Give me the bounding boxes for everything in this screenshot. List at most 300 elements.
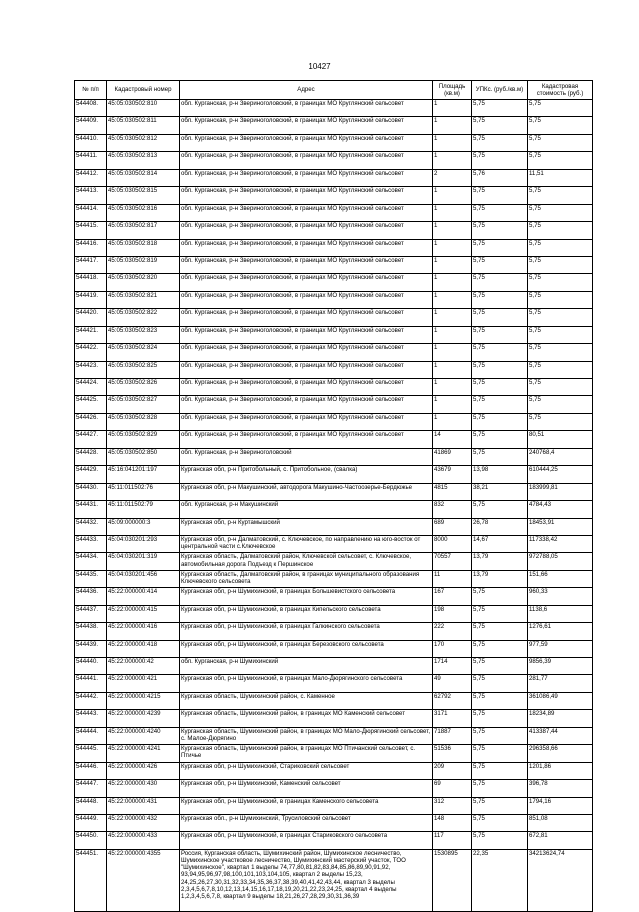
cell-cadastral: 45:05:030502:824 <box>107 344 180 361</box>
cell-upks: 26,78 <box>472 518 528 535</box>
cell-address: обл. Курганская, р-н Звериноголовский, в границах МО Круглянский сельсовет <box>180 291 433 308</box>
cell-cost: 11,51 <box>528 169 593 186</box>
cell-area: 1 <box>433 344 472 361</box>
cell-num: 544431. <box>75 501 107 518</box>
cell-cost: 5,75 <box>528 256 593 273</box>
cell-address: обл. Курганская, р-н Звериноголовский, в границах МО Круглянский сельсовет <box>180 100 433 117</box>
cell-num: 544450. <box>75 832 107 849</box>
cell-cadastral: 45:05:030502:820 <box>107 274 180 291</box>
cell-upks: 5,75 <box>472 605 528 622</box>
cell-area: 170 <box>433 640 472 657</box>
cell-address: Курганская обл, р-н Притобольный, с. Притобольное, (свалка) <box>180 466 433 483</box>
table-row <box>75 588 593 605</box>
table-row <box>75 535 593 552</box>
header-num: № п/п <box>75 81 107 100</box>
cell-num: 544423. <box>75 361 107 378</box>
cell-cost: 117338,42 <box>528 535 593 552</box>
cell-upks: 5,75 <box>472 692 528 709</box>
cell-cadastral: 45:22:000000:416 <box>107 623 180 640</box>
cell-area: 1 <box>433 326 472 343</box>
cell-upks: 5,75 <box>472 396 528 413</box>
table-row <box>75 692 593 709</box>
cell-num: 544436. <box>75 588 107 605</box>
cell-cost: 5,75 <box>528 309 593 326</box>
cell-cadastral: 45:11:011502:79 <box>107 501 180 518</box>
cell-upks: 5,75 <box>472 344 528 361</box>
cell-area: 3171 <box>433 710 472 727</box>
cell-address: обл. Курганская, р-н Звериноголовский, в границах МО Круглянский сельсовет <box>180 396 433 413</box>
header-area: Площадь (кв.м) <box>433 81 472 100</box>
cell-address: Россия, Курганская область, Шумихинский район, Шумихинское лесничество, Шумихинское участковое лесничество, Шумихинский мастерский участок, ТОО "Шумихинское", квартал 1 выделы 74,77,80,81,82,83,84,85,86,89,90,91,92, 93,94,95,96,97,98,100,101,103,104,105, квартал 2 выделы 15,23, 24,25,26,27,30,31,32,33,34,35,36,37,38,39,40,41,42,43,44, квартал 3 выделы 2,3,4,5,6,7,8,10,12,13,14,15,16,17,18,19,20,21,22,23,24,25, квартал 4 выделы 1,2,3,4,5,6,7,8, квартал 9 выделы 18,21,26,27,28,29,30,31,36,39 <box>180 849 433 911</box>
cell-address: обл. Курганская, р-н Шумихинский <box>180 658 433 675</box>
cell-area: 312 <box>433 797 472 814</box>
cell-address: обл. Курганская, р-н Звериноголовский, в границах МО Круглянский сельсовет <box>180 134 433 151</box>
cell-address: обл. Курганская, р-н Звериноголовский, в границах МО Круглянский сельсовет <box>180 256 433 273</box>
cell-cost: 672,81 <box>528 832 593 849</box>
cell-upks: 5,75 <box>472 117 528 134</box>
cell-num: 544429. <box>75 466 107 483</box>
cell-num: 544424. <box>75 379 107 396</box>
cell-num: 544420. <box>75 309 107 326</box>
table-row <box>75 501 593 518</box>
cell-cost: 5,75 <box>528 204 593 221</box>
cell-cadastral: 45:05:030502:817 <box>107 222 180 239</box>
cell-address: Курганская обл, р-н Далматовский, с. Ключевское, по направлению на юго-восток от центральной части с.Ключевское <box>180 535 433 552</box>
cell-cost: 972788,05 <box>528 553 593 570</box>
cell-num: 544449. <box>75 814 107 831</box>
cell-address: Курганская обл., р-н Шумихинский, Трусиловский сельсовет <box>180 814 433 831</box>
cell-num: 544416. <box>75 239 107 256</box>
cell-cost: 296358,66 <box>528 745 593 762</box>
cell-num: 544412. <box>75 169 107 186</box>
table-row <box>75 222 593 239</box>
cell-cost: 5,75 <box>528 239 593 256</box>
cell-upks: 5,75 <box>472 309 528 326</box>
cell-cost: 18453,91 <box>528 518 593 535</box>
cell-area: 689 <box>433 518 472 535</box>
cell-upks: 5,75 <box>472 710 528 727</box>
cell-cost: 960,33 <box>528 588 593 605</box>
cell-address: Курганская обл, р-н Шумихинский, в границах Галкинского сельсовета <box>180 623 433 640</box>
cell-num: 544444. <box>75 727 107 744</box>
cell-cost: 5,75 <box>528 134 593 151</box>
table-row <box>75 675 593 692</box>
cell-upks: 5,75 <box>472 379 528 396</box>
table-row <box>75 431 593 448</box>
cell-upks: 5,75 <box>472 623 528 640</box>
cell-area: 1 <box>433 413 472 430</box>
cell-upks: 5,75 <box>472 222 528 239</box>
cell-num: 544409. <box>75 117 107 134</box>
cell-num: 544426. <box>75 413 107 430</box>
cell-area: 8000 <box>433 535 472 552</box>
cell-area: 1 <box>433 239 472 256</box>
cell-area: 1 <box>433 134 472 151</box>
table-row <box>75 256 593 273</box>
cell-num: 544433. <box>75 535 107 552</box>
table-row <box>75 309 593 326</box>
cell-cadastral: 45:22:000000:430 <box>107 780 180 797</box>
cell-upks: 5,75 <box>472 361 528 378</box>
table-row <box>75 553 593 570</box>
table-row <box>75 518 593 535</box>
table-row <box>75 570 593 587</box>
table-row <box>75 239 593 256</box>
table-row <box>75 797 593 814</box>
table-row <box>75 483 593 500</box>
table-header <box>75 81 593 100</box>
cell-area: 148 <box>433 814 472 831</box>
cell-cost: 151,66 <box>528 570 593 587</box>
cell-cadastral: 45:04:030201:293 <box>107 535 180 552</box>
cell-address: обл. Курганская, р-н Звериноголовский, в границах МО Круглянский сельсовет <box>180 309 433 326</box>
table-row <box>75 448 593 465</box>
cell-address: Курганская область, Шумихинский район, в границах МО Мало-Дюрягинский сельсовет, с. Малое-Дюрягино <box>180 727 433 744</box>
cell-upks: 5,75 <box>472 187 528 204</box>
cell-area: 70557 <box>433 553 472 570</box>
cell-area: 71887 <box>433 727 472 744</box>
cell-upks: 5,75 <box>472 814 528 831</box>
cell-num: 544437. <box>75 605 107 622</box>
cell-cost: 281,77 <box>528 675 593 692</box>
cell-address: Курганская область, Шумихинский район, в границах МО Птичанский сельсовет, с. Птичье <box>180 745 433 762</box>
cell-num: 544413. <box>75 187 107 204</box>
table-row <box>75 379 593 396</box>
cell-cost: 5,75 <box>528 379 593 396</box>
cell-num: 544425. <box>75 396 107 413</box>
cell-cost: 396,78 <box>528 780 593 797</box>
cell-address: Курганская обл, р-н Шумихинский, в границах Каменского сельсовета <box>180 797 433 814</box>
cell-cadastral: 45:11:011502:76 <box>107 483 180 500</box>
cell-cadastral: 45:22:000000:4355 <box>107 849 180 911</box>
cell-area: 1 <box>433 361 472 378</box>
cell-cost: 1276,61 <box>528 623 593 640</box>
cell-address: Курганская обл, р-н Шумихинский, Каменский сельсовет <box>180 780 433 797</box>
cell-cadastral: 45:22:000000:42 <box>107 658 180 675</box>
cell-cadastral: 45:05:030502:828 <box>107 413 180 430</box>
table-row <box>75 396 593 413</box>
cell-num: 544417. <box>75 256 107 273</box>
cell-cost: 977,59 <box>528 640 593 657</box>
cell-upks: 13,79 <box>472 570 528 587</box>
cell-upks: 5,75 <box>472 762 528 779</box>
cell-cost: 5,75 <box>528 344 593 361</box>
cell-num: 544446. <box>75 762 107 779</box>
cell-upks: 5,75 <box>472 501 528 518</box>
cell-num: 544411. <box>75 152 107 169</box>
cell-num: 544408. <box>75 100 107 117</box>
cell-upks: 5,76 <box>472 169 528 186</box>
cell-address: Курганская обл, р-н Шумихинский, в границах Большевистского сельсовета <box>180 588 433 605</box>
cell-num: 544443. <box>75 710 107 727</box>
cell-upks: 5,75 <box>472 134 528 151</box>
cell-cost: 1138,6 <box>528 605 593 622</box>
cell-area: 14 <box>433 431 472 448</box>
cell-cadastral: 45:05:030502:819 <box>107 256 180 273</box>
cell-area: 1714 <box>433 658 472 675</box>
cell-cost: 851,08 <box>528 814 593 831</box>
cell-area: 167 <box>433 588 472 605</box>
cell-cost: 5,75 <box>528 117 593 134</box>
cell-area: 832 <box>433 501 472 518</box>
cell-address: обл. Курганская, р-н Звериноголовский, в границах МО Круглянский сельсовет <box>180 187 433 204</box>
cell-cadastral: 45:22:000000:432 <box>107 814 180 831</box>
cell-cadastral: 45:05:030502:816 <box>107 204 180 221</box>
cell-upks: 5,75 <box>472 640 528 657</box>
cell-address: обл. Курганская, р-н Звериноголовский <box>180 448 433 465</box>
table-row <box>75 291 593 308</box>
cell-address: Курганская обл, р-н Шумихинский, в границах Березовского сельсовета <box>180 640 433 657</box>
cell-area: 1 <box>433 274 472 291</box>
cell-cost: 34213624,74 <box>528 849 593 911</box>
cell-num: 544418. <box>75 274 107 291</box>
cell-num: 544441. <box>75 675 107 692</box>
table-row <box>75 745 593 762</box>
cell-address: Курганская обл, р-н Шумихинский, Стариковский сельсовет <box>180 762 433 779</box>
cell-upks: 14,67 <box>472 535 528 552</box>
cell-num: 544440. <box>75 658 107 675</box>
table-row <box>75 344 593 361</box>
cell-cadastral: 45:22:000000:4215 <box>107 692 180 709</box>
cell-num: 544439. <box>75 640 107 657</box>
cell-address: обл. Курганская, р-н Звериноголовский, в границах МО Круглянский сельсовет <box>180 274 433 291</box>
cell-area: 1 <box>433 152 472 169</box>
cell-upks: 13,98 <box>472 466 528 483</box>
cell-upks: 5,75 <box>472 239 528 256</box>
cell-cadastral: 45:04:030201:456 <box>107 570 180 587</box>
cell-area: 49 <box>433 675 472 692</box>
cell-upks: 5,75 <box>472 152 528 169</box>
cell-area: 209 <box>433 762 472 779</box>
cell-area: 2 <box>433 169 472 186</box>
cell-upks: 5,75 <box>472 204 528 221</box>
cell-upks: 13,79 <box>472 553 528 570</box>
cell-cadastral: 45:05:030502:826 <box>107 379 180 396</box>
cell-address: обл. Курганская, р-н Звериноголовский, в границах МО Круглянский сельсовет <box>180 431 433 448</box>
table-row <box>75 117 593 134</box>
cell-address: Курганская обл, р-н Шумихинский, в границах Стариковского сельсовета <box>180 832 433 849</box>
cell-address: обл. Курганская, р-н Звериноголовский, в границах МО Круглянский сельсовет <box>180 169 433 186</box>
cell-address: обл. Курганская, р-н Звериноголовский, в границах МО Круглянский сельсовет <box>180 204 433 221</box>
cell-cost: 4784,43 <box>528 501 593 518</box>
cell-cadastral: 45:22:000000:418 <box>107 640 180 657</box>
table-row <box>75 187 593 204</box>
table-row <box>75 152 593 169</box>
cell-cadastral: 45:22:000000:415 <box>107 605 180 622</box>
cell-area: 1 <box>433 100 472 117</box>
cell-cost: 5,75 <box>528 152 593 169</box>
cell-address: обл. Курганская, р-н Звериноголовский, в границах МО Круглянский сельсовет <box>180 117 433 134</box>
table-row <box>75 640 593 657</box>
cell-cadastral: 45:05:030502:815 <box>107 187 180 204</box>
cell-cost: 5,75 <box>528 361 593 378</box>
cell-area: 4815 <box>433 483 472 500</box>
table-row <box>75 605 593 622</box>
cell-area: 1 <box>433 204 472 221</box>
cell-address: Курганская область, Шумихинский район, в границах МО Каменский сельсовет <box>180 710 433 727</box>
cell-area: 1530895 <box>433 849 472 911</box>
cell-cadastral: 45:22:000000:426 <box>107 762 180 779</box>
cell-area: 62792 <box>433 692 472 709</box>
cell-cadastral: 45:05:030502:822 <box>107 309 180 326</box>
cell-cadastral: 45:05:030502:810 <box>107 100 180 117</box>
cell-cadastral: 45:05:030502:811 <box>107 117 180 134</box>
cell-num: 544414. <box>75 204 107 221</box>
cell-num: 544438. <box>75 623 107 640</box>
table-row <box>75 274 593 291</box>
cell-upks: 38,21 <box>472 483 528 500</box>
cell-cadastral: 45:22:000000:414 <box>107 588 180 605</box>
cell-area: 1 <box>433 117 472 134</box>
cell-upks: 5,75 <box>472 797 528 814</box>
cell-num: 544451. <box>75 849 107 911</box>
cell-num: 544447. <box>75 780 107 797</box>
table-row <box>75 134 593 151</box>
cell-cadastral: 45:05:030502:827 <box>107 396 180 413</box>
cadastral-table <box>74 80 593 912</box>
table-body <box>75 100 593 912</box>
cell-cadastral: 45:05:030502:829 <box>107 431 180 448</box>
cell-num: 544432. <box>75 518 107 535</box>
cell-address: Курганская обл, р-н Куртамышский <box>180 518 433 535</box>
table-row <box>75 832 593 849</box>
cell-area: 1 <box>433 187 472 204</box>
cell-area: 69 <box>433 780 472 797</box>
cell-address: обл. Курганская, р-н Звериноголовский, в границах МО Круглянский сельсовет <box>180 379 433 396</box>
cell-cadastral: 45:05:030502:814 <box>107 169 180 186</box>
cell-upks: 5,75 <box>472 727 528 744</box>
cell-upks: 5,75 <box>472 448 528 465</box>
cell-address: обл. Курганская, р-н Звериноголовский, в границах МО Круглянский сельсовет <box>180 152 433 169</box>
cell-num: 544435. <box>75 570 107 587</box>
table-row <box>75 204 593 221</box>
table-row <box>75 762 593 779</box>
cell-area: 11 <box>433 570 472 587</box>
cell-address: обл. Курганская, р-н Звериноголовский, в границах МО Круглянский сельсовет <box>180 344 433 361</box>
table-row <box>75 727 593 744</box>
cell-num: 544415. <box>75 222 107 239</box>
cell-address: Курганская область, Далматовский район, в границах муниципального образования Ключевского сельсовета <box>180 570 433 587</box>
cell-upks: 5,75 <box>472 413 528 430</box>
cell-cost: 5,75 <box>528 413 593 430</box>
cell-area: 1 <box>433 396 472 413</box>
cell-upks: 5,75 <box>472 588 528 605</box>
cell-cadastral: 45:05:030502:821 <box>107 291 180 308</box>
cell-address: Курганская обл, р-н Шумихинский, в границах Мало-Дюрягинского сельсовета <box>180 675 433 692</box>
cell-cadastral: 45:22:000000:4241 <box>107 745 180 762</box>
cell-num: 544419. <box>75 291 107 308</box>
cell-address: Курганская область, Далматовский район, Ключевской сельсовет, с. Ключевское, автомобильная дорога Подъезд к Першинское <box>180 553 433 570</box>
table-row <box>75 710 593 727</box>
cell-cadastral: 45:05:030502:813 <box>107 152 180 169</box>
cell-address: обл. Курганская, р-н Звериноголовский, в границах МО Круглянский сельсовет <box>180 326 433 343</box>
table-row <box>75 413 593 430</box>
cell-address: обл. Курганская, р-н Звериноголовский, в границах МО Круглянский сельсовет <box>180 222 433 239</box>
cell-cost: 240768,4 <box>528 448 593 465</box>
cell-cost: 5,75 <box>528 274 593 291</box>
cell-address: Курганская обл, р-н Макушинский, автодорога Макушино-Частоозерье-Бердюжье <box>180 483 433 500</box>
cell-cadastral: 45:22:000000:431 <box>107 797 180 814</box>
cell-cost: 80,51 <box>528 431 593 448</box>
cell-cadastral: 45:05:030502:812 <box>107 134 180 151</box>
cell-address: обл. Курганская, р-н Звериноголовский, в границах МО Круглянский сельсовет <box>180 239 433 256</box>
cell-area: 117 <box>433 832 472 849</box>
cell-num: 544428. <box>75 448 107 465</box>
cell-area: 43679 <box>433 466 472 483</box>
cell-cadastral: 45:22:000000:4239 <box>107 710 180 727</box>
cell-upks: 5,75 <box>472 256 528 273</box>
table-row <box>75 658 593 675</box>
cell-cadastral: 45:05:030502:818 <box>107 239 180 256</box>
cell-num: 544442. <box>75 692 107 709</box>
header-address: Адрес <box>180 81 433 100</box>
cell-area: 1 <box>433 309 472 326</box>
table-row <box>75 466 593 483</box>
cell-num: 544430. <box>75 483 107 500</box>
cell-cost: 361086,49 <box>528 692 593 709</box>
table-row <box>75 100 593 117</box>
cell-cost: 5,75 <box>528 222 593 239</box>
cell-cost: 1794,16 <box>528 797 593 814</box>
cell-cost: 5,75 <box>528 396 593 413</box>
cell-upks: 5,75 <box>472 675 528 692</box>
cell-cost: 5,75 <box>528 100 593 117</box>
cell-area: 222 <box>433 623 472 640</box>
cell-cadastral: 45:22:000000:4240 <box>107 727 180 744</box>
cell-area: 1 <box>433 379 472 396</box>
table-row <box>75 814 593 831</box>
cell-upks: 5,75 <box>472 658 528 675</box>
cell-cadastral: 45:22:000000:433 <box>107 832 180 849</box>
cell-cost: 18234,89 <box>528 710 593 727</box>
table-row <box>75 849 593 911</box>
table-row <box>75 623 593 640</box>
cell-num: 544434. <box>75 553 107 570</box>
cell-num: 544421. <box>75 326 107 343</box>
cell-area: 1 <box>433 291 472 308</box>
cell-num: 544422. <box>75 344 107 361</box>
cell-cost: 9856,39 <box>528 658 593 675</box>
cell-num: 544448. <box>75 797 107 814</box>
cell-area: 198 <box>433 605 472 622</box>
header-upks: УПКс. (руб./кв.м) <box>472 81 528 100</box>
cell-area: 1 <box>433 222 472 239</box>
cell-area: 1 <box>433 256 472 273</box>
table-row <box>75 326 593 343</box>
cell-cost: 413387,44 <box>528 727 593 744</box>
page-number: 10427 <box>308 62 331 71</box>
cell-cost: 5,75 <box>528 291 593 308</box>
cell-upks: 5,75 <box>472 431 528 448</box>
cell-cadastral: 45:16:041201:197 <box>107 466 180 483</box>
cell-upks: 5,75 <box>472 780 528 797</box>
cell-num: 544427. <box>75 431 107 448</box>
cell-upks: 5,75 <box>472 745 528 762</box>
cell-address: Курганская обл, р-н Шумихинский, в границах Кипельского сельсовета <box>180 605 433 622</box>
cell-upks: 5,75 <box>472 832 528 849</box>
cell-cadastral: 45:22:000000:421 <box>107 675 180 692</box>
header-cadastral: Кадастровый номер <box>107 81 180 100</box>
cell-address: обл. Курганская, р-н Звериноголовский, в границах МО Круглянский сельсовет <box>180 413 433 430</box>
cell-cadastral: 45:09:000000:3 <box>107 518 180 535</box>
cell-cadastral: 45:05:030502:850 <box>107 448 180 465</box>
cell-area: 51536 <box>433 745 472 762</box>
header-cost: Кадастровая стоимость (руб.) <box>528 81 593 100</box>
cell-num: 544410. <box>75 134 107 151</box>
cell-cadastral: 45:04:030201:319 <box>107 553 180 570</box>
cell-area: 41869 <box>433 448 472 465</box>
cell-upks: 5,75 <box>472 274 528 291</box>
